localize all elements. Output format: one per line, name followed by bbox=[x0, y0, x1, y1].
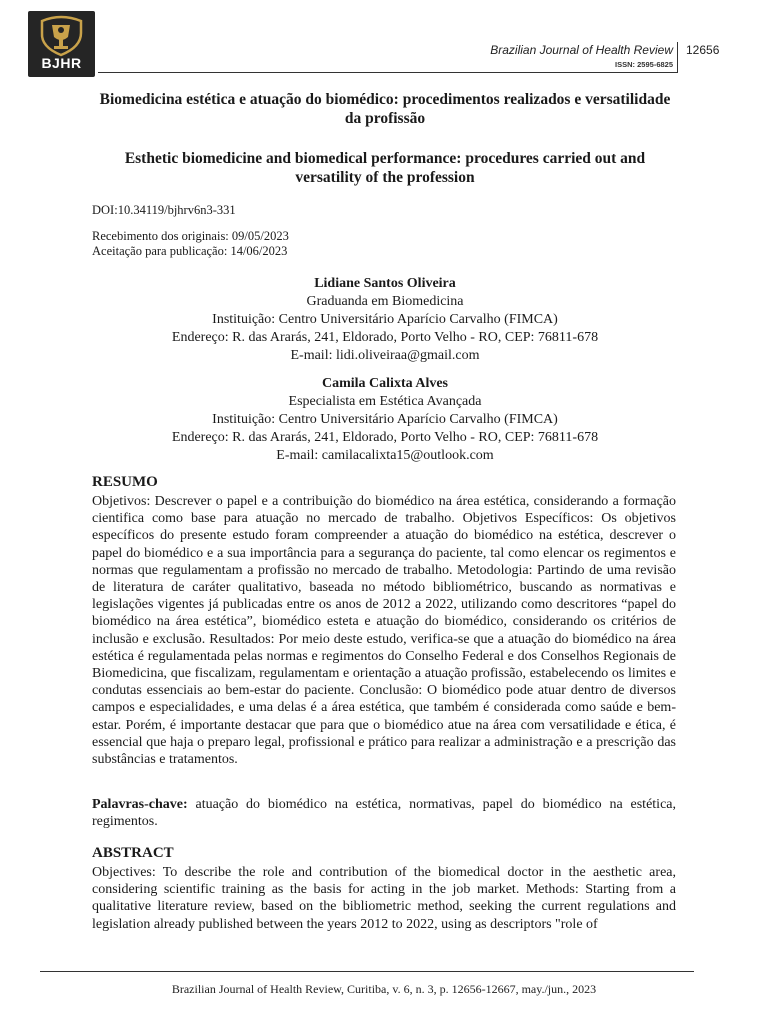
footer-citation: Brazilian Journal of Health Review, Curitiba, v. 6, n. 3, p. 12656-12667, may./jun., 2023 bbox=[171, 982, 597, 996]
author-address: Endereço: R. das Ararás, 241, Eldorado, Porto Velho - RO, CEP: 76811-678 bbox=[171, 330, 599, 345]
header-divider-vertical bbox=[677, 42, 678, 73]
accepted-date: Aceitação para publicação: 14/06/2023 bbox=[92, 244, 288, 258]
author-email: E-mail: lidi.oliveiraa@gmail.com bbox=[290, 348, 480, 363]
author-role: Graduanda em Biomedicina bbox=[306, 294, 464, 309]
author-block bbox=[90, 375, 680, 465]
abstract-heading: ABSTRACT bbox=[92, 845, 174, 861]
title-portuguese: Biomedicina estética e atuação do biomédico: procedimentos realizados e versatilidade da profissão bbox=[99, 91, 671, 127]
resumo-heading: RESUMO bbox=[92, 474, 158, 490]
author-institution: Instituição: Centro Universitário Aparício Carvalho (FIMCA) bbox=[212, 412, 558, 427]
doi: DOI:10.34119/bjhrv6n3-331 bbox=[92, 203, 236, 217]
author-role: Especialista em Estética Avançada bbox=[288, 394, 482, 409]
keywords-label: Palavras-chave: bbox=[92, 797, 188, 812]
footer-rule bbox=[40, 971, 694, 972]
trophy-emblem-icon bbox=[28, 11, 95, 61]
abstract-text: Objectives: To describe the role and contribution of the biomedical doctor in the aesthetic area, considering scientific training as the basis for acting in the job market. Methods: Starting from a qualitative literature review, based on the bibliometric method, seeking the current regulations and legislation already published between the years 2012 to 2022, using as descriptors "role of bbox=[92, 865, 676, 932]
resumo-text: Objetivos: Descrever o papel e a contribuição do biomédico na área estética, considerando a formação cientifica como base para atuação no mercado de trabalho. Objetivos Específicos: Os objetivos específicos do presente estudo foram compreender a atuação do biomédico na estética, descrever o papel do biomédico e a sua importância para a segurança do paciente, tal como elencar os regimentos e normas que regulamentam a profissão no mercado de trabalho. Metodologia: Partindo de uma revisão de literatura de caráter qualitativo, baseada no método bibliométrico, buscando as normativas e legislações vigentes já publicadas entre os anos de 2012 a 2022, utilizando como descritores “papel do biomédico na área estética”, biomédico esteta e atuação do biomédico, considerando os critérios de inclusão e exclusão. Resultados: Por meio deste estudo, verifica-se que a atuação do biomédico na área estética é regulamentada pelas normas e regimentos do Conselho Federal e dos Conselhos Regionais de Biomedicina, que fiscalizam, regulamentam e orientação a atuação profissão, estabelecendo os limites e condutas essenciais ao bem-estar do paciente. Conclusão: O biomédico pode atuar dentro de diversos campos e especialidades, e uma delas é a área estética, que também é considerada como saúde e bem-estar. Porém, é importante destacar que para que o biomédico atue na área com versatilidade e ética, é essencial que haja o preparo legal, profissional e prático para realizar a administração e a prescrição das substâncias e tratamentos. bbox=[92, 494, 676, 768]
page-number: 12656 bbox=[686, 43, 720, 57]
keywords-text: atuação do biomédico na estética, normativas, papel do biomédico na estética, regimentos. bbox=[92, 797, 676, 830]
journal-name: Brazilian Journal of Health Review bbox=[490, 43, 673, 57]
header-rule bbox=[98, 72, 678, 73]
received-date: Recebimento dos originais: 09/05/2023 bbox=[92, 229, 289, 243]
issn: ISSN: 2595-6825 bbox=[615, 60, 673, 69]
keywords bbox=[92, 796, 676, 830]
title-english: Esthetic biomedicine and biomedical performance: procedures carried out and versatility of the profession bbox=[124, 150, 646, 186]
author-name: Camila Calixta Alves bbox=[322, 376, 448, 391]
logo-text: BJHR bbox=[41, 55, 82, 71]
author-address: Endereço: R. das Ararás, 241, Eldorado, Porto Velho - RO, CEP: 76811-678 bbox=[171, 430, 599, 445]
author-email: E-mail: camilacalixta15@outlook.com bbox=[276, 448, 494, 463]
author-name: Lidiane Santos Oliveira bbox=[314, 276, 456, 291]
author-block bbox=[90, 275, 680, 365]
author-institution: Instituição: Centro Universitário Aparício Carvalho (FIMCA) bbox=[212, 312, 558, 327]
journal-logo bbox=[28, 11, 95, 77]
